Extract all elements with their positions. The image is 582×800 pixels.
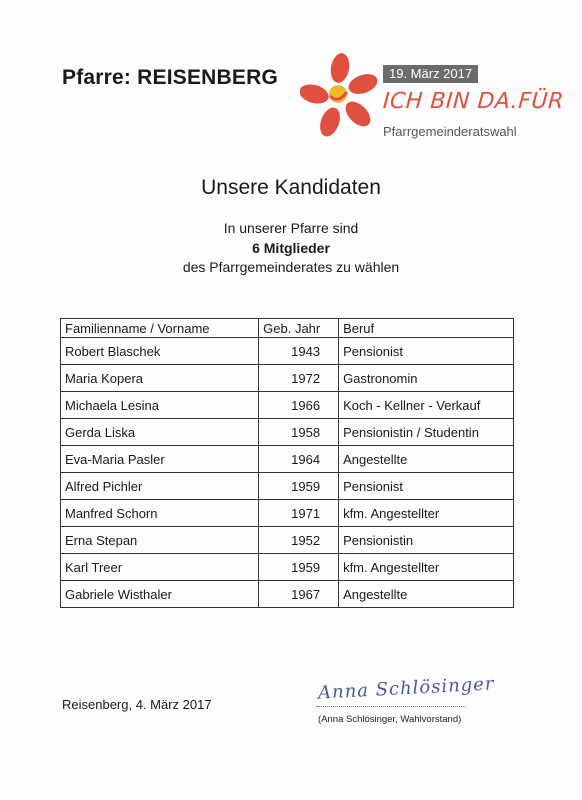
candidate-job: Angestellte [339, 581, 514, 608]
intro-line-3: des Pfarrgemeinderates zu wählen [182, 259, 400, 275]
candidate-name: Maria Kopera [61, 365, 259, 392]
logo-slogan: ICH BIN DA.FÜR [382, 89, 565, 114]
table-row [61, 473, 514, 500]
candidate-name: Gabriele Wisthaler [61, 581, 259, 608]
intro-line-1: In unserer Pfarre sind [223, 220, 359, 236]
logo-subtitle: Pfarrgemeinderatswahl [383, 124, 517, 139]
candidate-name: Gerda Liska [61, 419, 259, 446]
election-logo [300, 52, 565, 148]
signature-caption: (Anna Schlösinger, Wahlvorstand) [318, 714, 462, 725]
candidate-name: Alfred Pichler [61, 473, 259, 500]
candidate-year: 1952 [259, 527, 339, 554]
candidate-name: Robert Blaschek [61, 338, 259, 365]
candidate-year: 1958 [259, 419, 339, 446]
table-row [61, 419, 514, 446]
parish-title: Pfarre: REISENBERG [62, 66, 278, 89]
header-name: Familienname / Vorname [61, 319, 259, 338]
signature: Anna Schlösinger [317, 673, 496, 704]
candidate-year: 1971 [259, 500, 339, 527]
table-row [61, 500, 514, 527]
header-job: Beruf [339, 319, 514, 338]
candidate-name: Eva-Maria Pasler [61, 446, 259, 473]
place-and-date: Reisenberg, 4. März 2017 [62, 697, 212, 712]
candidate-job: Gastronomin [339, 365, 514, 392]
table-row [61, 446, 514, 473]
candidates-table [60, 318, 514, 608]
candidate-year: 1964 [259, 446, 339, 473]
candidate-job: kfm. Angestellter [339, 500, 514, 527]
election-date-badge: 19. März 2017 [383, 65, 478, 83]
header-year: Geb. Jahr [259, 319, 339, 338]
intro-members-count: 6 Mitglieder [252, 240, 330, 256]
candidate-year: 1966 [259, 392, 339, 419]
candidate-name: Michaela Lesina [61, 392, 259, 419]
table-row [61, 338, 514, 365]
table-row [61, 581, 514, 608]
candidate-name: Erna Stepan [61, 527, 259, 554]
page-title: Unsere Kandidaten [201, 176, 381, 199]
candidate-name: Manfred Schorn [61, 500, 259, 527]
table-row [61, 527, 514, 554]
candidate-job: Pensionistin / Studentin [339, 419, 514, 446]
table-row [61, 365, 514, 392]
table-row [61, 554, 514, 581]
candidate-year: 1959 [259, 554, 339, 581]
candidate-year: 1959 [259, 473, 339, 500]
candidate-job: kfm. Angestellter [339, 554, 514, 581]
candidate-job: Angestellte [339, 446, 514, 473]
candidate-job: Pensionist [339, 338, 514, 365]
candidate-year: 1943 [259, 338, 339, 365]
candidate-job: Koch - Kellner - Verkauf [339, 392, 514, 419]
table-row [61, 392, 514, 419]
candidate-job: Pensionistin [339, 527, 514, 554]
candidate-year: 1972 [259, 365, 339, 392]
candidate-job: Pensionist [339, 473, 514, 500]
candidate-name: Karl Treer [61, 554, 259, 581]
signature-line [316, 706, 466, 707]
candidate-year: 1967 [259, 581, 339, 608]
table-header-row [61, 319, 514, 338]
flower-logo-icon [300, 52, 380, 142]
